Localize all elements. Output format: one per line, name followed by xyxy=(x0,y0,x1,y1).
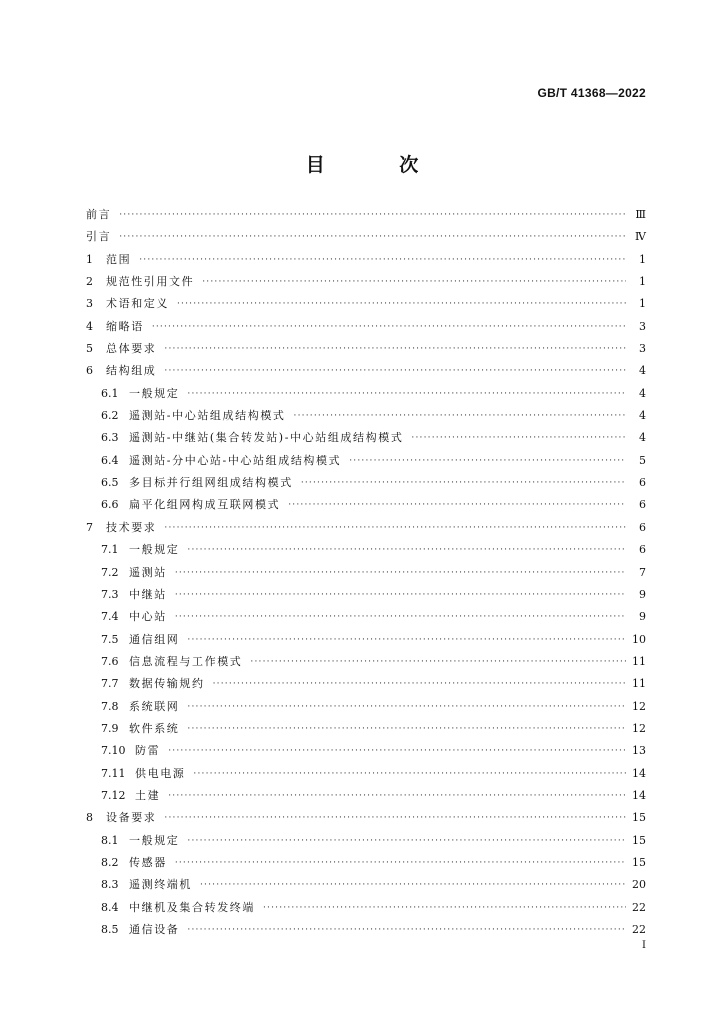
toc-entry-page: 6 xyxy=(639,543,646,557)
toc-entry-number: 6.5 xyxy=(101,476,119,490)
toc-entry-number: 7.8 xyxy=(101,699,119,713)
dot-leader xyxy=(263,897,626,919)
toc-entry-number: 8.3 xyxy=(101,878,119,892)
dot-leader xyxy=(164,517,626,539)
toc-entry-number: 8.1 xyxy=(101,833,119,847)
toc-entry-number: 2 xyxy=(86,275,93,289)
toc-entry[interactable] xyxy=(86,249,646,271)
toc-entry-number: 7.9 xyxy=(101,721,119,735)
dot-leader xyxy=(411,427,626,449)
toc-entry[interactable] xyxy=(86,427,646,449)
toc-entry-label: 软件系统 xyxy=(129,721,180,735)
toc-entry-number: 6 xyxy=(86,364,93,378)
toc-entry-label: 遥测站 xyxy=(129,565,167,579)
toc-entry-label: 前言 xyxy=(86,208,112,221)
toc-entry[interactable] xyxy=(86,785,646,807)
toc-entry[interactable] xyxy=(86,651,646,673)
dot-leader xyxy=(187,383,626,405)
dot-leader xyxy=(139,249,626,271)
table-of-contents xyxy=(86,204,646,941)
toc-entry-page: 14 xyxy=(632,766,646,780)
dot-leader xyxy=(119,226,626,248)
toc-entry-number: 7.1 xyxy=(101,543,119,557)
toc-entry-number: 7.11 xyxy=(101,766,126,780)
toc-entry[interactable] xyxy=(86,517,646,539)
dot-leader xyxy=(175,562,626,584)
dot-leader xyxy=(187,629,626,651)
dot-leader xyxy=(193,763,626,785)
dot-leader xyxy=(187,696,626,718)
dot-leader xyxy=(187,830,626,852)
toc-entry-label: 一般规定 xyxy=(129,543,180,557)
dot-leader xyxy=(175,606,626,628)
toc-entry[interactable] xyxy=(86,874,646,896)
dot-leader xyxy=(168,740,626,762)
toc-entry[interactable] xyxy=(86,539,646,561)
toc-entry-page: 1 xyxy=(639,297,646,311)
toc-entry-number: 6.6 xyxy=(101,498,119,512)
toc-entry-label: 系统联网 xyxy=(129,699,180,713)
toc-entry-number: 7.2 xyxy=(101,565,119,579)
toc-entry-page: 1 xyxy=(639,275,646,289)
toc-entry-page: 22 xyxy=(632,923,646,936)
toc-entry[interactable] xyxy=(86,271,646,293)
toc-entry-page: 4 xyxy=(639,386,646,400)
standard-code: GB/T 41368—2022 xyxy=(537,86,646,100)
dot-leader xyxy=(202,271,626,293)
toc-entry[interactable] xyxy=(86,763,646,785)
dot-leader xyxy=(175,584,626,606)
toc-entry-label: 一般规定 xyxy=(129,386,180,400)
toc-entry[interactable] xyxy=(86,360,646,382)
dot-leader xyxy=(187,539,626,561)
dot-leader xyxy=(168,785,626,807)
dot-leader xyxy=(164,360,626,382)
toc-entry[interactable] xyxy=(86,919,646,941)
toc-entry-label: 中继站 xyxy=(129,587,167,601)
toc-entry[interactable] xyxy=(86,405,646,427)
toc-entry-label: 总体要求 xyxy=(106,342,157,356)
toc-entry-number: 8.5 xyxy=(101,923,119,936)
dot-leader xyxy=(288,494,626,516)
toc-entry-number: 7.10 xyxy=(101,744,126,758)
toc-entry-number: 7.7 xyxy=(101,677,119,691)
toc-entry[interactable] xyxy=(86,830,646,852)
toc-entry-number: 8.2 xyxy=(101,855,119,869)
toc-entry-number: 5 xyxy=(86,342,93,356)
dot-leader xyxy=(301,472,626,494)
toc-entry-label: 供电电源 xyxy=(135,766,186,780)
toc-entry-page: 1 xyxy=(639,252,646,266)
toc-entry-page: 9 xyxy=(639,587,646,601)
toc-entry-page: 4 xyxy=(639,431,646,445)
toc-entry-label: 中继机及集合转发终端 xyxy=(129,900,255,914)
toc-entry[interactable] xyxy=(86,562,646,584)
toc-entry-label: 引言 xyxy=(86,230,112,244)
toc-entry-page: 6 xyxy=(639,498,646,512)
toc-entry[interactable] xyxy=(86,204,646,226)
toc-entry-page: 9 xyxy=(639,610,646,624)
toc-entry-label: 设备要求 xyxy=(106,811,157,825)
dot-leader xyxy=(187,718,626,740)
toc-entry[interactable] xyxy=(86,696,646,718)
toc-entry-label: 通信设备 xyxy=(129,923,180,936)
toc-entry-number: 6.2 xyxy=(101,409,119,423)
toc-entry-page: 10 xyxy=(632,632,646,646)
toc-entry[interactable] xyxy=(86,629,646,651)
toc-entry[interactable] xyxy=(86,472,646,494)
toc-entry[interactable] xyxy=(86,383,646,405)
dot-leader xyxy=(200,874,626,896)
toc-entry-number: 4 xyxy=(86,319,93,333)
toc-entry-number: 6.3 xyxy=(101,431,119,445)
toc-entry-number: 8.4 xyxy=(101,900,119,914)
toc-entry-number: 7.5 xyxy=(101,632,119,646)
toc-entry-page: 3 xyxy=(639,319,646,333)
toc-entry-page: 20 xyxy=(632,878,646,892)
toc-entry-label: 土建 xyxy=(135,788,161,802)
toc-entry-number: 7.3 xyxy=(101,587,119,601)
toc-entry[interactable] xyxy=(86,293,646,315)
toc-entry-page: 3 xyxy=(639,342,646,356)
toc-entry[interactable] xyxy=(86,718,646,740)
toc-entry-number: 7.12 xyxy=(101,788,126,802)
toc-entry-label: 遥测站-中继站(集合转发站)-中心站组成结构模式 xyxy=(129,431,404,445)
toc-entry-number: 7.4 xyxy=(101,610,119,624)
toc-entry[interactable] xyxy=(86,852,646,874)
toc-entry-number: 1 xyxy=(86,252,93,266)
toc-entry-label: 一般规定 xyxy=(129,833,180,847)
toc-entry-label: 中心站 xyxy=(129,610,167,624)
toc-entry-page: 5 xyxy=(639,453,646,467)
toc-entry[interactable] xyxy=(86,897,646,919)
toc-entry-label: 术语和定义 xyxy=(106,297,169,311)
toc-entry-label: 遥测站-分中心站-中心站组成结构模式 xyxy=(129,453,342,467)
dot-leader xyxy=(164,807,626,829)
toc-entry-page: 7 xyxy=(639,565,646,579)
toc-entry-number: 7 xyxy=(86,520,93,534)
toc-entry-label: 遥测站-中心站组成结构模式 xyxy=(129,409,286,423)
dot-leader xyxy=(164,338,626,360)
toc-entry[interactable] xyxy=(86,226,646,248)
toc-entry-page: 15 xyxy=(632,855,646,869)
toc-entry-page: 12 xyxy=(632,721,646,735)
dot-leader xyxy=(152,316,626,338)
dot-leader xyxy=(119,204,626,226)
page-title: 目 次 xyxy=(305,154,453,176)
toc-entry-label: 范围 xyxy=(106,252,132,266)
toc-entry-page: 22 xyxy=(632,900,646,914)
toc-entry[interactable] xyxy=(86,450,646,472)
toc-entry-label: 信息流程与工作模式 xyxy=(129,654,243,668)
dot-leader xyxy=(349,450,626,472)
dot-leader xyxy=(177,293,626,315)
toc-entry[interactable] xyxy=(86,740,646,762)
toc-entry-page: 15 xyxy=(632,833,646,847)
toc-entry[interactable] xyxy=(86,316,646,338)
toc-entry-label: 通信组网 xyxy=(129,632,180,646)
toc-entry-label: 多目标并行组网组成结构模式 xyxy=(129,476,293,490)
dot-leader xyxy=(175,852,626,874)
toc-entry-page: 15 xyxy=(632,811,646,825)
toc-entry-page: 14 xyxy=(632,788,646,802)
toc-entry[interactable] xyxy=(86,606,646,628)
toc-entry-label: 数据传输规约 xyxy=(129,677,205,691)
toc-entry-page: 11 xyxy=(632,654,646,668)
toc-entry-label: 规范性引用文件 xyxy=(106,275,195,289)
toc-entry-label: 缩略语 xyxy=(106,319,144,333)
toc-entry-page: Ⅲ xyxy=(635,208,646,221)
page-number-footer: I xyxy=(642,940,646,951)
toc-entry-page: 4 xyxy=(639,364,646,378)
toc-entry[interactable] xyxy=(86,338,646,360)
toc-entry-page: 13 xyxy=(632,744,646,758)
toc-entry-label: 结构组成 xyxy=(106,364,157,378)
toc-entry-label: 技术要求 xyxy=(106,520,157,534)
dot-leader xyxy=(187,919,626,941)
toc-entry-page: 6 xyxy=(639,476,646,490)
toc-entry-number: 7.6 xyxy=(101,654,119,668)
toc-entry-page: 6 xyxy=(639,520,646,534)
toc-entry-number: 6.4 xyxy=(101,453,119,467)
toc-entry[interactable] xyxy=(86,807,646,829)
toc-entry-label: 传感器 xyxy=(129,855,167,869)
dot-leader xyxy=(213,673,626,695)
toc-entry-number: 3 xyxy=(86,297,93,311)
dot-leader xyxy=(250,651,626,673)
toc-entry[interactable] xyxy=(86,584,646,606)
toc-entry-number: 8 xyxy=(86,811,93,825)
toc-entry-page: 12 xyxy=(632,699,646,713)
toc-entry-label: 扁平化组网构成互联网模式 xyxy=(129,498,281,512)
toc-entry-page: 4 xyxy=(639,409,646,423)
toc-entry-page: 11 xyxy=(632,677,646,691)
dot-leader xyxy=(294,405,626,427)
toc-entry[interactable] xyxy=(86,673,646,695)
toc-entry-label: 防雷 xyxy=(135,744,161,758)
toc-entry-label: 遥测终端机 xyxy=(129,878,192,892)
toc-entry-page: Ⅳ xyxy=(635,230,646,244)
toc-entry-number: 6.1 xyxy=(101,386,119,400)
toc-entry[interactable] xyxy=(86,494,646,516)
